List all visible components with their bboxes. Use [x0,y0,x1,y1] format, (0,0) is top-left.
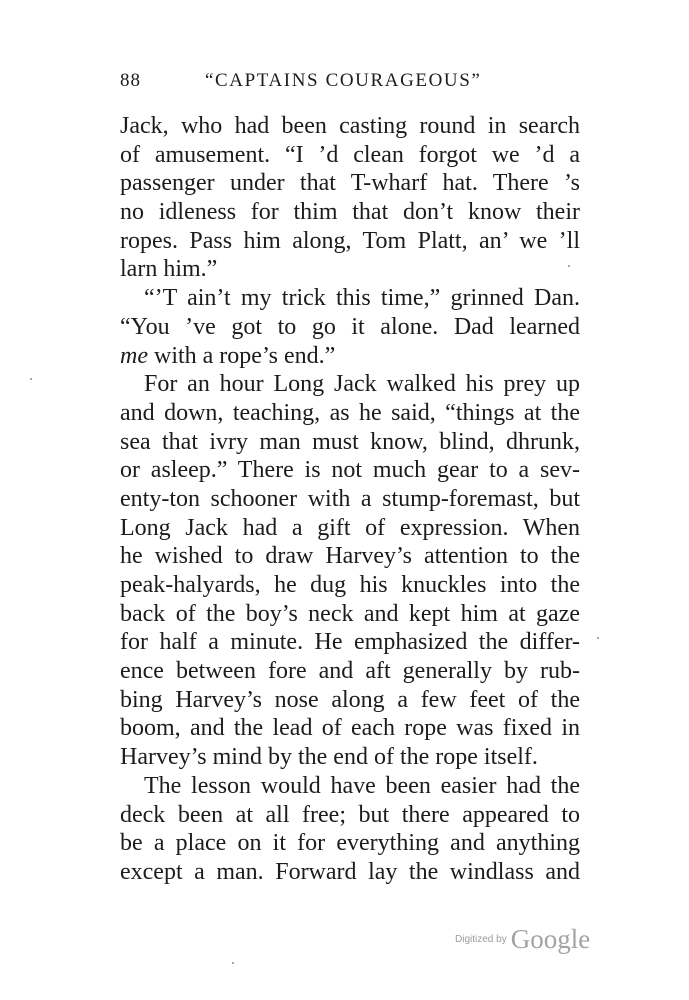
text-line: “You ’ve got to go it alone. Dad learned [120,313,580,340]
italic-word: me [120,342,148,369]
text-line: except a man. Forward lay the windlass and [120,858,580,885]
text-line: Long Jack had a gift of expression. When [120,514,580,541]
text-line: The lesson would have been easier had the [144,772,580,799]
text-line: sea that ivry man must know, blind, dhrunk, [120,428,580,455]
text-line: of amusement. “I ’d clean forgot we ’d a [120,141,580,168]
watermark-prefix: Digitized by [455,934,507,945]
scan-speck [232,962,234,964]
text-line: be a place on it for everything and anything [120,830,580,857]
text-line-with-italic [120,342,580,371]
scan-speck [30,378,32,380]
text-line: and down, teaching, as he said, “things at the [120,399,580,426]
text-line: ence between fore and aft generally by rub- [120,658,580,685]
text-line: he wished to draw Harvey’s attention to the [120,543,580,570]
scan-speck [568,265,570,267]
running-title: “CAPTAINS COURAGEOUS” [205,70,482,91]
text-line: ropes. Pass him along, Tom Platt, an’ we ’ll [120,227,580,254]
text-line: or asleep.” There is not much gear to a sev- [120,457,580,484]
text-line: back of the boy’s neck and kept him at gaze [120,600,580,627]
text-line: enty-ton schooner with a stump-foremast, but [120,485,580,512]
text-line: larn him.” [120,256,218,283]
text-line: bing Harvey’s nose along a few feet of the [120,686,580,713]
text-line: Jack, who had been casting round in search [120,113,580,139]
digitized-by-watermark [455,924,605,954]
text-line-rest: with a rope’s end.” [147,342,336,369]
page-number: 88 [120,70,141,91]
text-line: “’T ain’t my trick this time,” grinned Dan. [144,285,580,312]
scan-speck [597,637,599,639]
text-line: no idleness for thim that don’t know their [120,199,580,226]
text-line: For an hour Long Jack walked his prey up [144,371,580,398]
body-text [120,112,580,887]
text-line: deck been at all free; but there appeared to [120,801,580,828]
google-logo: Google [510,924,591,954]
text-line: Harvey’s mind by the end of the rope itself. [120,744,538,771]
text-line: passenger under that T-wharf hat. There ’s [120,170,580,197]
running-head [120,70,580,100]
text-line: for half a minute. He emphasized the differ- [120,629,580,656]
text-line: boom, and the lead of each rope was fixed in [120,715,580,742]
text-line: peak-halyards, he dug his knuckles into the [120,572,580,598]
